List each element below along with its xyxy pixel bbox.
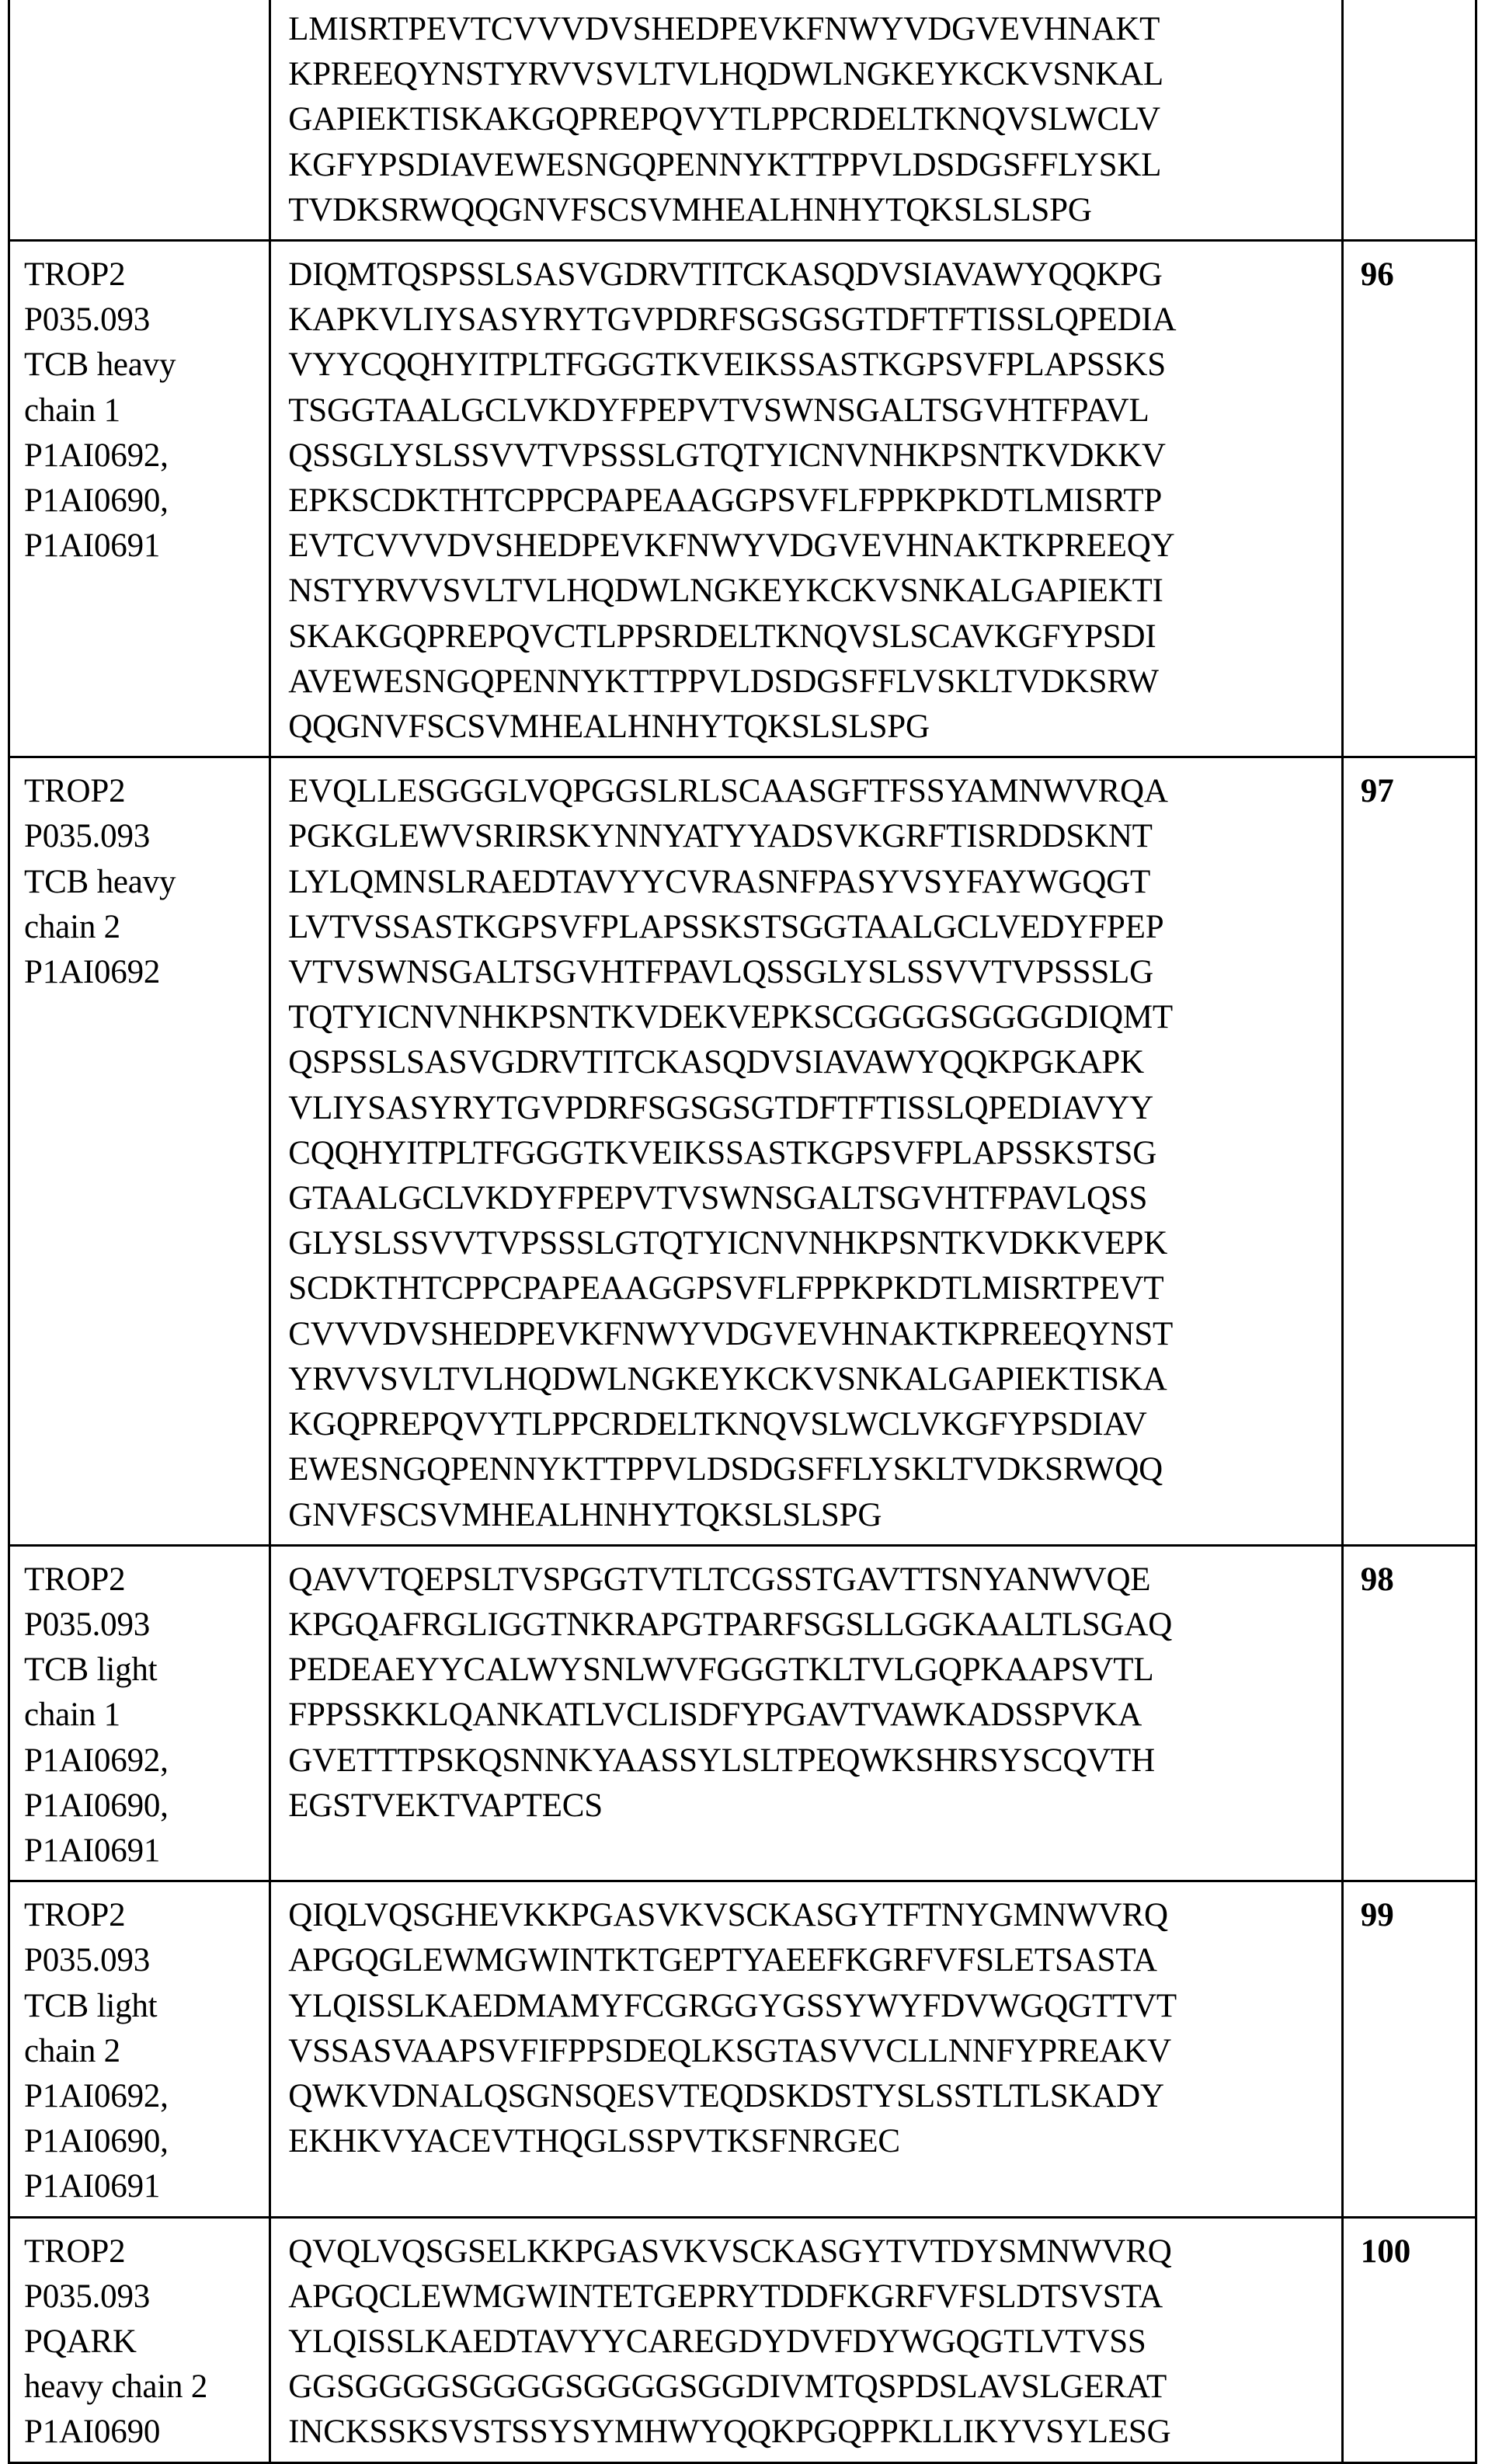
- sequence-line: GAPIEKTISKAKGQPREPQVYTLPPCRDELTKNQVSLWCLV: [288, 101, 1160, 138]
- construct-label-line: chain 2: [24, 2032, 120, 2069]
- sequence-line: GNVFSCSVMHEALHNHYTQKSLSLSPG: [288, 1496, 882, 1533]
- seq-id-number-cell: [1342, 0, 1476, 241]
- table-row: [9, 241, 1476, 757]
- sequence-line: TVDKSRWQQGNVFSCSVMHEALHNHYTQKSLSLSPG: [288, 191, 1092, 228]
- construct-label-line: TCB heavy: [24, 863, 176, 900]
- sequence-line: QAVVTQEPSLTVSPGGTVTLTCGSSTGAVTTSNYANWVQE: [288, 1561, 1151, 1598]
- construct-label-line: P035.093: [24, 301, 151, 339]
- construct-label-line: P1AI0692,: [24, 1742, 169, 1779]
- construct-label-line: chain 1: [24, 1697, 120, 1734]
- construct-label-line: heavy chain 2: [24, 2368, 208, 2406]
- sequence-cell: [270, 241, 1343, 757]
- sequence-line: PGKGLEWVSRIRSKYNNYATYYADSVKGRFTISRDDSKNT: [288, 818, 1153, 855]
- construct-label-line: P1AI0692,: [24, 437, 169, 474]
- table-row: [9, 757, 1476, 1545]
- construct-label-line: P1AI0691: [24, 2168, 161, 2205]
- construct-label-line: P1AI0691: [24, 1832, 161, 1869]
- sequence-line: APGQCLEWMGWINTETGEPRYTDDFKGRFVFSLDTSVSTA: [288, 2278, 1163, 2315]
- sequence-line: QQGNVFSCSVMHEALHNHYTQKSLSLSPG: [288, 708, 930, 746]
- sequence-line: EVTCVVVDVSHEDPEVKFNWYVDGVEVHNAKTKPREEQY: [288, 527, 1175, 565]
- sequence-line: EWESNGQPENNYKTTPPVLDSDGSFFLYSKLTVDKSRWQQ: [288, 1451, 1163, 1488]
- construct-label-line: chain 1: [24, 392, 120, 429]
- sequence-cell: [270, 757, 1343, 1545]
- construct-label-line: TROP2: [24, 2233, 126, 2270]
- sequence-line: EVQLLESGGGLVQPGGSLRLSCAASGFTFSSYAMNWVRQA: [288, 773, 1168, 810]
- sequence-line: KPGQAFRGLIGGTNKRAPGTPARFSGSLLGGKAALTLSGAQ: [288, 1606, 1173, 1643]
- seq-id-number: 100: [1360, 2233, 1411, 2270]
- construct-label-cell: [9, 0, 270, 241]
- sequence-line: LVTVSSASTKGPSVFPLAPSSKSTSGGTAALGCLVEDYFPEP: [288, 908, 1164, 945]
- sequence-line: CVVVDVSHEDPEVKFNWYVDGVEVHNAKTKPREEQYNST: [288, 1315, 1174, 1352]
- sequence-line: TQTYICNVNHKPSNTKVDEKVEPKSCGGGGSGGGGDIQMT: [288, 999, 1173, 1036]
- sequence-line: SCDKTHTCPPCPAPEAAGGPSVFLFPPKPKDTLMISRTPEVT: [288, 1270, 1164, 1307]
- construct-label-line: P1AI0690,: [24, 482, 169, 520]
- seq-id-number-cell: [1342, 1545, 1476, 1881]
- sequence-line: YLQISSLKAEDMAMYFCGRGGYGSSYWYFDVWGQGTTVT: [288, 1987, 1177, 2024]
- sequence-line: QSSGLYSLSSVVTVPSSSLGTQTYICNVNHKPSNTKVDKKV: [288, 437, 1166, 474]
- sequence-line: VSSASVAAPSVFIFPPSDEQLKSGTASVVCLLNNFYPREAKV: [288, 2032, 1171, 2069]
- sequence-line: LYLQMNSLRAEDTAVYYCVRASNFPASYVSYFAYWGQGT: [288, 863, 1151, 900]
- sequence-line: QWKVDNALQSGNSQESVTEQDSKDSTYSLSSTLTLSKADY: [288, 2077, 1164, 2114]
- sequence-line: QVQLVQSGSELKKPGASVKVSCKASGYTVTDYSMNWVRQ: [288, 2233, 1172, 2270]
- construct-label-cell: [9, 241, 270, 757]
- seq-id-number: 98: [1360, 1561, 1394, 1598]
- construct-label-cell: [9, 757, 270, 1545]
- sequence-line: EPKSCDKTHTCPPCPAPEAAGGPSVFLFPPKPKDTLMISRTP: [288, 482, 1163, 520]
- sequence-line: YLQISSLKAEDTAVYYCAREGDYDVFDYWGQGTLVTVSS: [288, 2323, 1146, 2360]
- construct-label-line: P1AI0692,: [24, 2077, 169, 2114]
- sequence-line: FPPSSKKLQANKATLVCLISDFYPGAVTVAWKADSSPVKA: [288, 1697, 1142, 1734]
- sequence-line: YRVVSVLTVLHQDWLNGKEYKCKVSNKALGAPIEKTISKA: [288, 1360, 1167, 1397]
- sequence-line: VYYCQQHYITPLTFGGGTKVEIKSSASTKGPSVFPLAPSSKS: [288, 346, 1166, 384]
- sequence-line: NSTYRVVSVLTVLHQDWLNGKEYKCKVSNKALGAPIEKTI: [288, 572, 1163, 610]
- sequence-line: GTAALGCLVKDYFPEPVTVSWNSGALTSGVHTFPAVLQSS: [288, 1180, 1148, 1217]
- sequence-line: GLYSLSSVVTVPSSSLGTQTYICNVNHKPSNTKVDKKVEPK: [288, 1225, 1168, 1262]
- construct-label-line: chain 2: [24, 908, 120, 945]
- seq-id-number-cell: [1342, 2217, 1476, 2462]
- sequence-line: QIQLVQSGHEVKKPGASVKVSCKASGYTFTNYGMNWVRQ: [288, 1897, 1168, 1934]
- sequence-line: KAPKVLIYSASYRYTGVPDRFSGSGSGTDFTFTISSLQPEDIA: [288, 301, 1177, 339]
- seq-id-number: 99: [1360, 1897, 1394, 1934]
- construct-label-line: PQARK: [24, 2323, 137, 2360]
- sequence-line: INCKSSKSVSTSSYSYMHWYQQKPGQPPKLLIKYVSYLESG: [288, 2414, 1171, 2451]
- seq-id-number: 96: [1360, 256, 1394, 294]
- sequence-line: VTVSWNSGALTSGVHTFPAVLQSSGLYSLSSVVTVPSSSLG: [288, 954, 1153, 991]
- sequence-line: SKAKGQPREPQVCTLPPSRDELTKNQVSLSCAVKGFYPSDI: [288, 618, 1156, 655]
- seq-id-number-cell: [1342, 241, 1476, 757]
- construct-label-line: TROP2: [24, 1561, 126, 1598]
- construct-label-line: P1AI0690: [24, 2414, 161, 2451]
- construct-label-cell: [9, 1545, 270, 1881]
- construct-label-line: P1AI0690,: [24, 2123, 169, 2160]
- sequence-line: VLIYSASYRYTGVPDRFSGSGSGTDFTFTISSLQPEDIAVYY: [288, 1089, 1154, 1126]
- construct-label-line: P035.093: [24, 1606, 151, 1643]
- sequence-line: GVETTTPSKQSNNKYAASSYLSLTPEQWKSHRSYSCQVTH: [288, 1742, 1155, 1779]
- construct-label-line: TROP2: [24, 1897, 126, 1934]
- construct-label-line: P035.093: [24, 2278, 151, 2315]
- sequence-line: CQQHYITPLTFGGGTKVEIKSSASTKGPSVFPLAPSSKSTSG: [288, 1134, 1157, 1171]
- construct-label-line: TCB light: [24, 1987, 158, 2024]
- sequence-line: QSPSSLSASVGDRVTITCKASQDVSIAVAWYQQKPGKAPK: [288, 1044, 1144, 1081]
- sequence-line: EKHKVYACEVTHQGLSSPVTKSFNRGEC: [288, 2123, 900, 2160]
- sequence-line: KPREEQYNSTYRVVSVLTVLHQDWLNGKEYKCKVSNKAL: [288, 56, 1163, 93]
- sequence-line: TSGGTAALGCLVKDYFPEPVTVSWNSGALTSGVHTFPAVL: [288, 392, 1149, 429]
- sequence-line: PEDEAEYYCALWYSNLWVFGGGTKLTVLGQPKAAPSVTL: [288, 1651, 1154, 1689]
- sequence-cell: [270, 1545, 1343, 1881]
- construct-label-line: P1AI0692: [24, 954, 161, 991]
- sequence-line: DIQMTQSPSSLSASVGDRVTITCKASQDVSIAVAWYQQKPG: [288, 256, 1163, 294]
- table-row: [9, 1881, 1476, 2217]
- sequence-line: AVEWESNGQPENNYKTTPPVLDSDGSFFLVSKLTVDKSRW: [288, 663, 1159, 700]
- construct-label-line: P1AI0690,: [24, 1787, 169, 1824]
- construct-label-line: TROP2: [24, 773, 126, 810]
- construct-label-line: TROP2: [24, 256, 126, 294]
- table-row: [9, 0, 1476, 241]
- sequence-cell: [270, 2217, 1343, 2462]
- sequence-line: KGFYPSDIAVEWESNGQPENNYKTTPPVLDSDGSFFLYSKL: [288, 146, 1162, 183]
- sequence-line: EGSTVEKTVAPTECS: [288, 1787, 603, 1824]
- construct-label-cell: [9, 1881, 270, 2217]
- seq-id-number-cell: [1342, 757, 1476, 1545]
- sequence-cell: [270, 0, 1343, 241]
- construct-label-cell: [9, 2217, 270, 2462]
- seq-id-number: 97: [1360, 773, 1394, 810]
- construct-label-line: TCB light: [24, 1651, 158, 1689]
- table-row: [9, 1545, 1476, 1881]
- table-row: [9, 2217, 1476, 2462]
- sequence-line: LMISRTPEVTCVVVDVSHEDPEVKFNWYVDGVEVHNAKT: [288, 11, 1160, 47]
- sequence-cell: [270, 1881, 1343, 2217]
- sequence-line: GGSGGGGSGGGGSGGGGSGGDIVMTQSPDSLAVSLGERAT: [288, 2368, 1167, 2406]
- construct-label-line: P035.093: [24, 1942, 151, 1979]
- construct-label-line: P035.093: [24, 818, 151, 855]
- sequence-line: APGQGLEWMGWINTKTGEPTYAEEFKGRFVFSLETSASTA: [288, 1942, 1157, 1979]
- sequence-line: KGQPREPQVYTLPPCRDELTKNQVSLWCLVKGFYPSDIAV: [288, 1406, 1147, 1443]
- seq-id-number-cell: [1342, 1881, 1476, 2217]
- sequence-table: [8, 0, 1477, 2464]
- construct-label-line: TCB heavy: [24, 346, 176, 384]
- construct-label-line: P1AI0691: [24, 527, 161, 565]
